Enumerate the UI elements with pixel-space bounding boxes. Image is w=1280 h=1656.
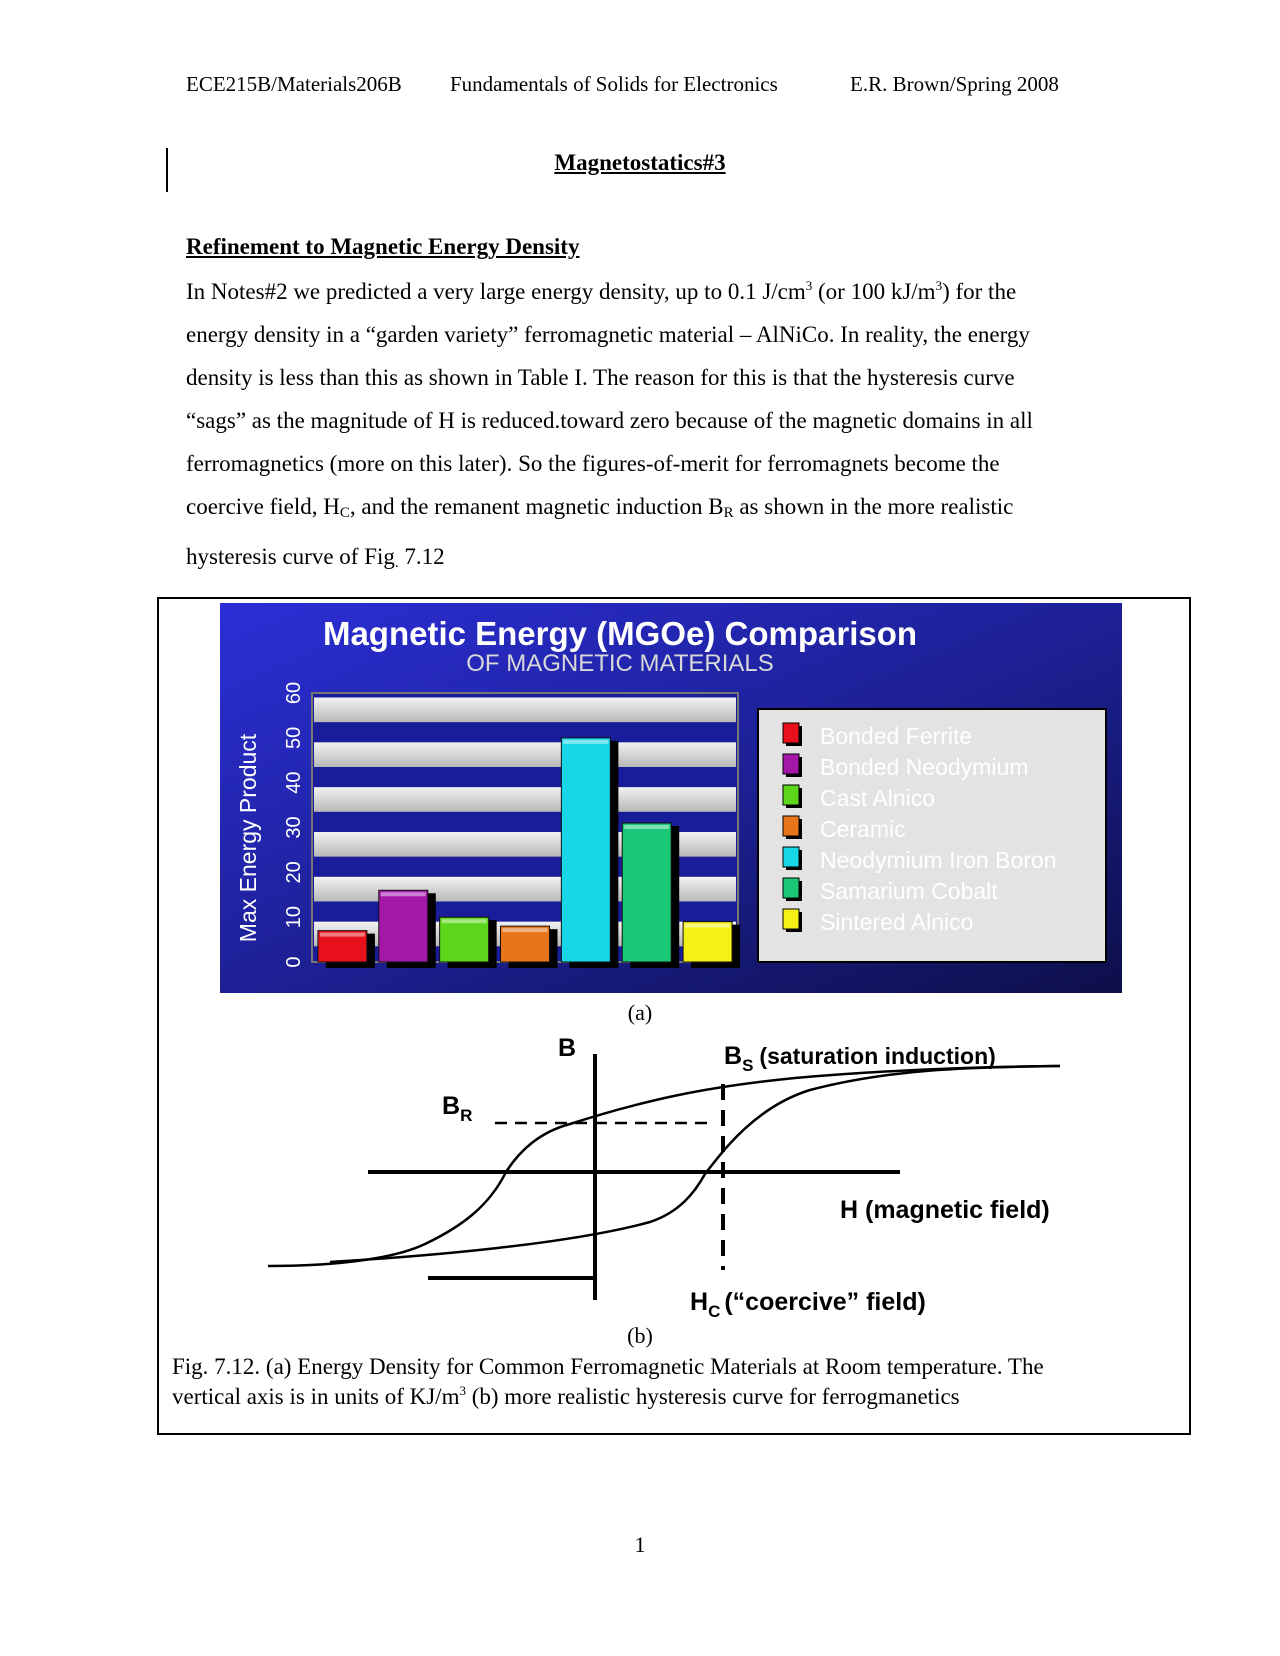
y-tick-label: 20 <box>283 861 305 884</box>
section-heading: Refinement to Magnetic Energy Density <box>186 234 580 259</box>
caption-line-2: vertical axis is in units of $KJ/m^3$ (b) more realistic hysteresis curve for ferrogmanetics <box>172 1383 960 1409</box>
body-line-6: coercive field, $H_C$, and the remanent magnetic induction $B_R$ as shown in the more realistic <box>186 494 1014 521</box>
body-line-3: density is less than this as shown in Table I. The reason for this is that the hysteresis curve <box>186 365 1015 390</box>
body-line-1: In Notes#2 we predicted a very large energy density, up to 0.1 $J/cm^3$ (or 100 $kJ/m^3$) for the <box>186 278 1017 304</box>
body-line-2: energy density in a “garden variety” ferromagnetic material – AlNiCo. In reality, the energy <box>186 322 1030 347</box>
legend-swatch <box>783 816 799 836</box>
author-term: E.R. Brown/Spring 2008 <box>850 72 1059 96</box>
bar-highlight <box>381 892 426 896</box>
y-tick-label: 10 <box>283 906 305 929</box>
y-axis-label: Max Energy Product <box>235 733 261 943</box>
legend-swatch <box>783 785 799 805</box>
br-label: $B_R$ <box>442 1092 473 1125</box>
figure-label-a: (a) <box>627 1000 653 1025</box>
body-line-5: ferromagnetics (more on this later). So the figures-of-merit for ferromagnets become the <box>186 451 1000 476</box>
legend-swatch <box>783 909 799 929</box>
bar <box>440 917 489 962</box>
legend-label: Sintered Alnico <box>820 909 974 935</box>
y-tick-label: 40 <box>283 771 305 794</box>
body-paragraph <box>186 270 1106 585</box>
grid-stripe <box>314 697 736 722</box>
bar-highlight <box>442 919 487 923</box>
bar-highlight <box>563 740 608 744</box>
legend-swatch <box>783 847 799 867</box>
y-tick-label: 60 <box>283 681 305 705</box>
lower-hysteresis-branch <box>330 1066 1060 1262</box>
grid-stripe <box>314 787 736 812</box>
y-tick-label: 0 <box>283 956 305 968</box>
legend-label: Cast Alnico <box>820 785 936 811</box>
chart-subtitle: OF MAGNETIC MATERIALS <box>466 650 774 677</box>
caption-line-1: Fig. 7.12. (a) Energy Density for Common Ferromagnetic Materials at Room temperature. The <box>172 1354 1044 1379</box>
body-line-7: hysteresis curve of Fig$_.$ 7.12 <box>186 544 445 571</box>
hysteresis-diagram <box>250 1022 1080 1322</box>
page-title: Magnetostatics#3 <box>554 150 726 175</box>
legend-label: Samarium Cobalt <box>820 878 998 904</box>
bar <box>379 890 428 962</box>
bar-highlight <box>320 933 365 937</box>
page-number: 1 <box>634 1532 646 1557</box>
legend-swatch <box>783 878 799 898</box>
course-code: ECE215B/Materials206B <box>186 72 402 96</box>
grid-stripe <box>314 742 736 767</box>
upper-hysteresis-branch <box>268 1066 1060 1266</box>
bar-highlight <box>624 825 669 829</box>
body-line-4: “sags” as the magnitude of H is reduced.toward zero because of the magnetic domains in all <box>186 408 1033 433</box>
bar <box>561 738 610 962</box>
legend-label: Bonded Ferrite <box>820 723 973 749</box>
hc-label: $H_C$ (“coercive” field) <box>690 1288 926 1321</box>
legend-label: Ceramic <box>820 816 906 842</box>
bar-highlight <box>503 928 548 932</box>
b-axis-label: B <box>558 1034 577 1062</box>
course-subject: Fundamentals of Solids for Electronics <box>450 72 778 96</box>
y-tick-label: 50 <box>283 726 305 749</box>
figure-caption <box>172 1352 1192 1412</box>
chart-title: Magnetic Energy (MGOe) Comparison <box>322 615 918 652</box>
legend-swatch <box>783 754 799 774</box>
figure-label-b: (b) <box>627 1323 653 1348</box>
legend-label: Bonded Neodymium <box>820 754 1029 780</box>
y-tick-label: 30 <box>283 816 305 839</box>
bs-label: $B_S$ (saturation induction) <box>724 1042 996 1075</box>
energy-comparison-chart <box>220 603 1122 993</box>
bar <box>683 922 732 962</box>
bar <box>622 823 671 962</box>
legend-swatch <box>783 723 799 743</box>
h-axis-label: H (magnetic field) <box>840 1196 1050 1224</box>
bar-highlight <box>685 924 730 928</box>
legend-label: Neodymium Iron Boron <box>820 847 1057 873</box>
